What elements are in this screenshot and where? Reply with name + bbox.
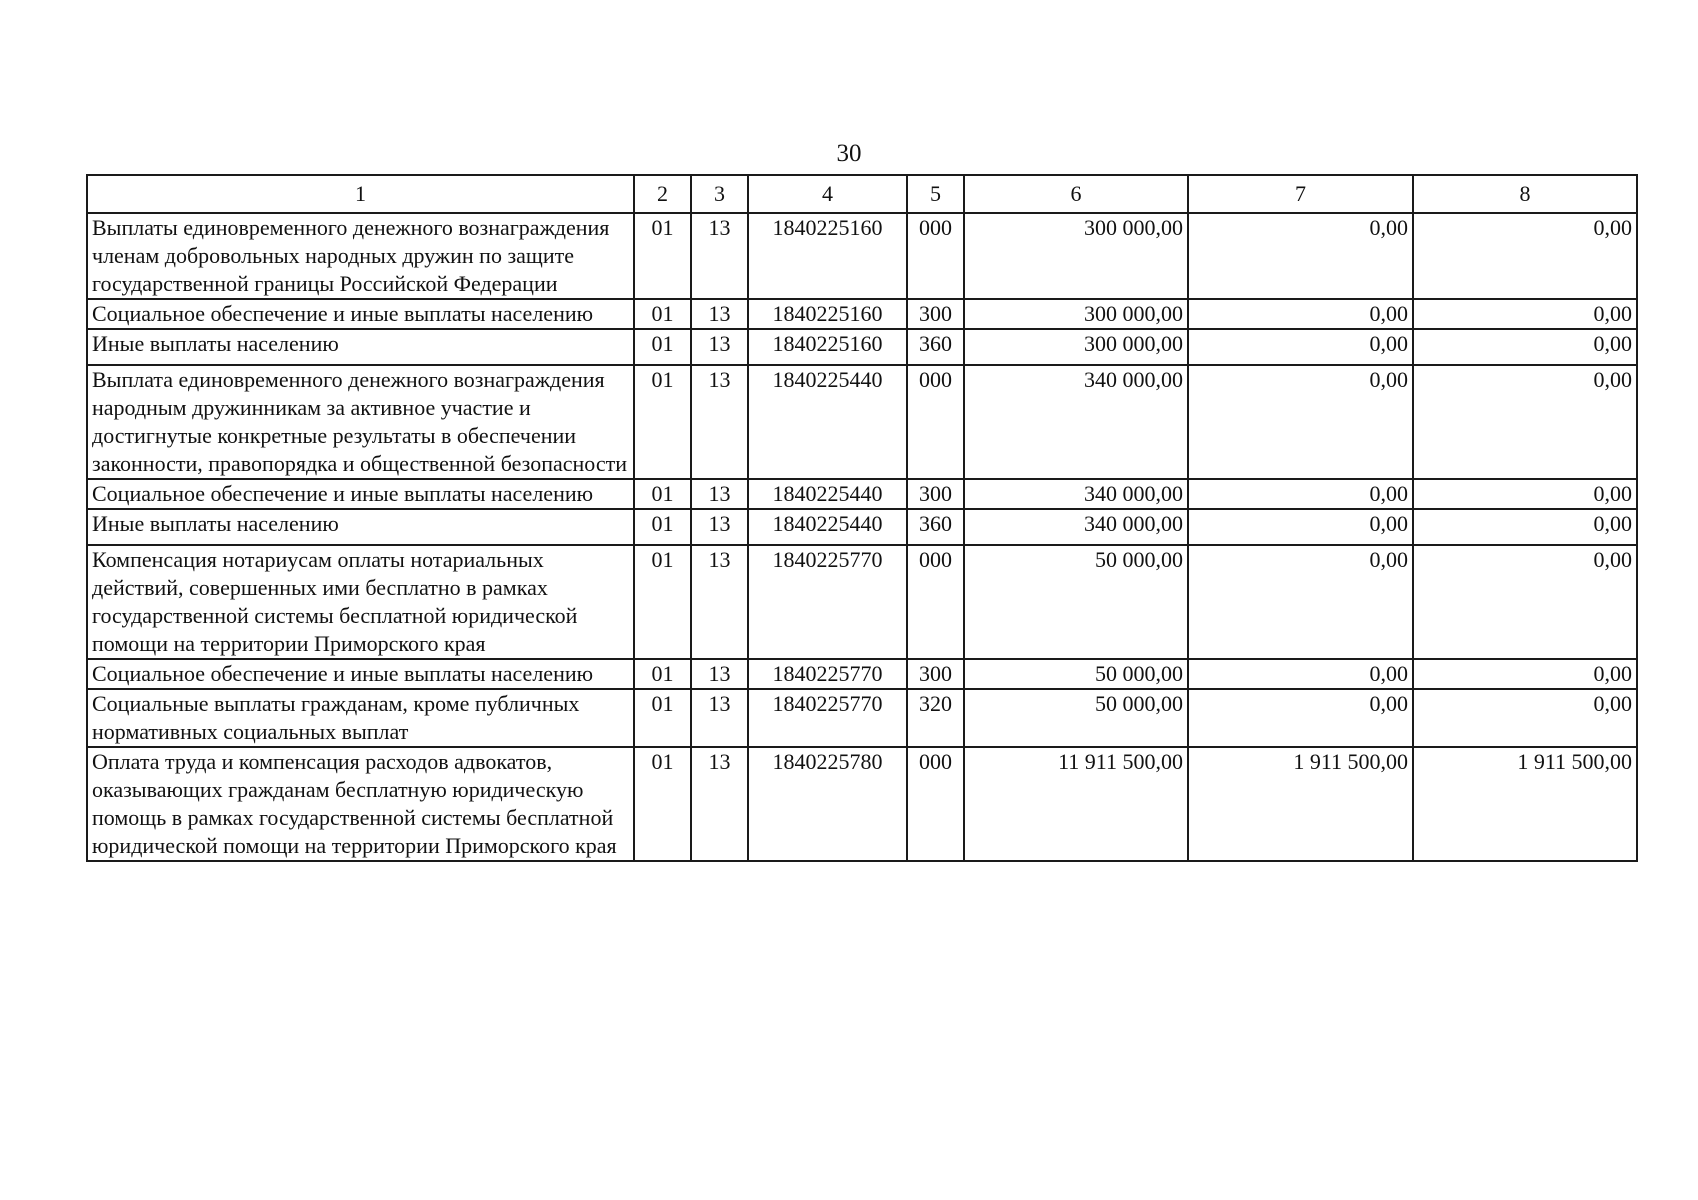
row-amount-col7: 0,00: [1188, 545, 1413, 659]
row-expense-type: 000: [907, 747, 964, 861]
row-target-article: 1840225440: [748, 509, 907, 545]
row-target-article: 1840225780: [748, 747, 907, 861]
column-header-6: 6: [964, 175, 1188, 213]
row-amount-col7: 1 911 500,00: [1188, 747, 1413, 861]
row-name: Социальные выплаты гражданам, кроме публичных нормативных социальных выплат: [87, 689, 634, 747]
table-row: [87, 509, 1637, 545]
row-subsection: 13: [691, 365, 748, 479]
row-amount-col6: 50 000,00: [964, 659, 1188, 689]
row-amount-col7: 0,00: [1188, 213, 1413, 299]
row-target-article: 1840225770: [748, 659, 907, 689]
row-subsection: 13: [691, 479, 748, 509]
row-name: Выплата единовременного денежного вознаграждения народным дружинникам за активное участие и достигнутые конкретные результаты в обеспечении законности, правопорядка и общественной безопасности: [87, 365, 634, 479]
table-row: [87, 213, 1637, 299]
header-row: [87, 175, 1637, 213]
column-header-1: 1: [87, 175, 634, 213]
row-name: Социальное обеспечение и иные выплаты населению: [87, 479, 634, 509]
row-amount-col6: 300 000,00: [964, 329, 1188, 365]
row-target-article: 1840225770: [748, 545, 907, 659]
row-section: 01: [634, 479, 691, 509]
row-amount-col6: 11 911 500,00: [964, 747, 1188, 861]
table-row: [87, 299, 1637, 329]
column-header-8: 8: [1413, 175, 1637, 213]
row-subsection: 13: [691, 509, 748, 545]
row-section: 01: [634, 329, 691, 365]
row-amount-col6: 340 000,00: [964, 509, 1188, 545]
row-amount-col7: 0,00: [1188, 509, 1413, 545]
row-section: 01: [634, 509, 691, 545]
table-row: [87, 365, 1637, 479]
row-name: Социальное обеспечение и иные выплаты населению: [87, 299, 634, 329]
row-expense-type: 360: [907, 329, 964, 365]
row-expense-type: 300: [907, 479, 964, 509]
row-section: 01: [634, 213, 691, 299]
table-row: [87, 329, 1637, 365]
row-subsection: 13: [691, 329, 748, 365]
column-header-3: 3: [691, 175, 748, 213]
row-target-article: 1840225160: [748, 299, 907, 329]
row-expense-type: 300: [907, 299, 964, 329]
row-amount-col8: 0,00: [1413, 329, 1637, 365]
row-amount-col7: 0,00: [1188, 659, 1413, 689]
row-section: 01: [634, 545, 691, 659]
row-section: 01: [634, 689, 691, 747]
budget-table: [86, 174, 1638, 862]
row-amount-col6: 50 000,00: [964, 689, 1188, 747]
row-amount-col6: 300 000,00: [964, 213, 1188, 299]
row-subsection: 13: [691, 689, 748, 747]
row-section: 01: [634, 659, 691, 689]
row-amount-col7: 0,00: [1188, 689, 1413, 747]
row-amount-col6: 340 000,00: [964, 479, 1188, 509]
row-subsection: 13: [691, 213, 748, 299]
column-header-2: 2: [634, 175, 691, 213]
row-name: Выплаты единовременного денежного вознаграждения членам добровольных народных дружин по защите государственной границы Российской Федерации: [87, 213, 634, 299]
row-target-article: 1840225440: [748, 479, 907, 509]
row-amount-col7: 0,00: [1188, 299, 1413, 329]
column-header-5: 5: [907, 175, 964, 213]
column-header-4: 4: [748, 175, 907, 213]
row-name: Оплата труда и компенсация расходов адвокатов, оказывающих гражданам бесплатную юридическую помощь в рамках государственной системы бесплатной юридической помощи на территории Приморского края: [87, 747, 634, 861]
row-subsection: 13: [691, 659, 748, 689]
row-section: 01: [634, 299, 691, 329]
row-expense-type: 360: [907, 509, 964, 545]
table-row: [87, 479, 1637, 509]
row-amount-col8: 0,00: [1413, 213, 1637, 299]
row-amount-col7: 0,00: [1188, 329, 1413, 365]
row-name: Иные выплаты населению: [87, 509, 634, 545]
row-expense-type: 000: [907, 365, 964, 479]
row-amount-col8: 1 911 500,00: [1413, 747, 1637, 861]
row-amount-col6: 300 000,00: [964, 299, 1188, 329]
row-target-article: 1840225160: [748, 329, 907, 365]
row-name: Компенсация нотариусам оплаты нотариальных действий, совершенных ими бесплатно в рамках государственной системы бесплатной юридической помощи на территории Приморского края: [87, 545, 634, 659]
row-amount-col6: 340 000,00: [964, 365, 1188, 479]
row-subsection: 13: [691, 545, 748, 659]
row-amount-col8: 0,00: [1413, 479, 1637, 509]
row-target-article: 1840225440: [748, 365, 907, 479]
row-amount-col8: 0,00: [1413, 509, 1637, 545]
table-row: [87, 689, 1637, 747]
row-expense-type: 000: [907, 213, 964, 299]
row-amount-col8: 0,00: [1413, 365, 1637, 479]
row-amount-col6: 50 000,00: [964, 545, 1188, 659]
row-amount-col7: 0,00: [1188, 479, 1413, 509]
table-row: [87, 659, 1637, 689]
page-number: 30: [836, 140, 862, 167]
row-section: 01: [634, 365, 691, 479]
table-row: [87, 747, 1637, 861]
row-amount-col8: 0,00: [1413, 689, 1637, 747]
row-name: Иные выплаты населению: [87, 329, 634, 365]
row-target-article: 1840225160: [748, 213, 907, 299]
row-target-article: 1840225770: [748, 689, 907, 747]
row-subsection: 13: [691, 747, 748, 861]
row-amount-col8: 0,00: [1413, 545, 1637, 659]
row-subsection: 13: [691, 299, 748, 329]
row-expense-type: 300: [907, 659, 964, 689]
row-amount-col8: 0,00: [1413, 659, 1637, 689]
row-name: Социальное обеспечение и иные выплаты населению: [87, 659, 634, 689]
column-header-7: 7: [1188, 175, 1413, 213]
row-expense-type: 000: [907, 545, 964, 659]
row-section: 01: [634, 747, 691, 861]
table-row: [87, 545, 1637, 659]
row-amount-col8: 0,00: [1413, 299, 1637, 329]
row-amount-col7: 0,00: [1188, 365, 1413, 479]
row-expense-type: 320: [907, 689, 964, 747]
